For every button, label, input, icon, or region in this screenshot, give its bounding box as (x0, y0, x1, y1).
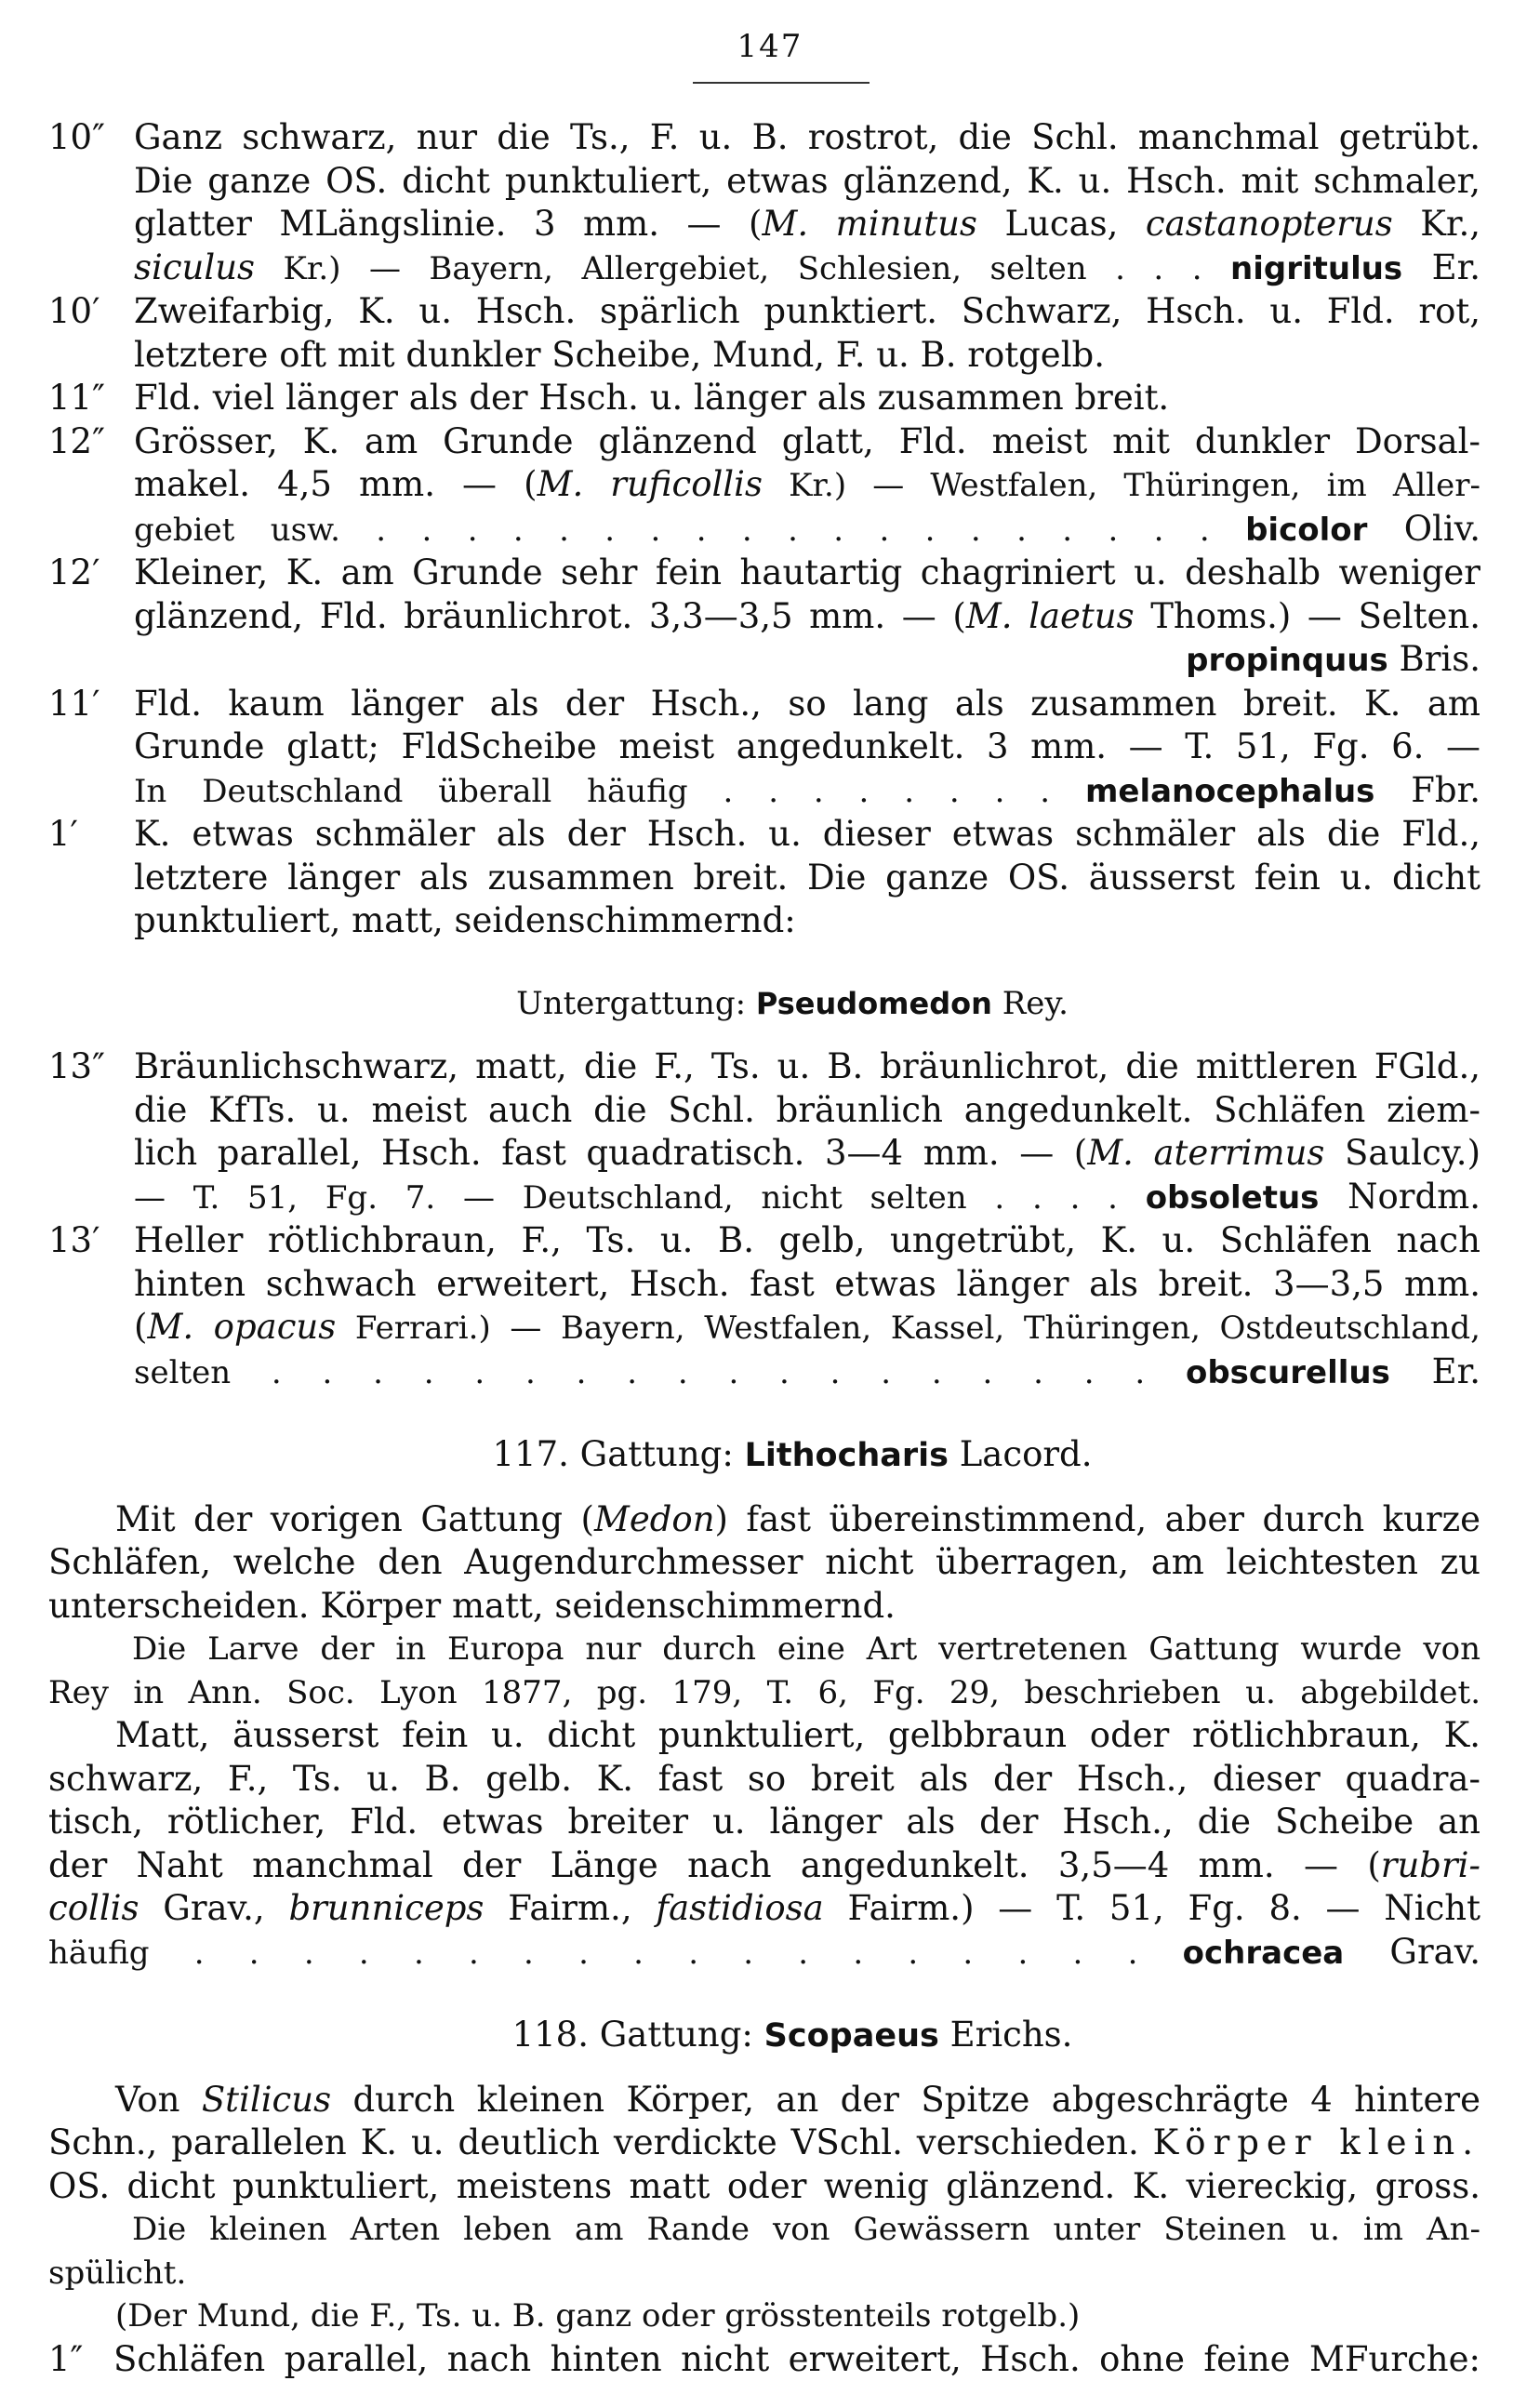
species-name: obscurellus (1186, 1354, 1390, 1391)
subgenus-heading: Untergattung: Pseudomedon Rey. (48, 982, 1480, 1026)
text-line: punktuliert, matt, seidenschimmernd: (134, 899, 1480, 943)
species-name: propinquus (1186, 642, 1388, 679)
text-line: siculus Kr.) — Bayern, Allergebiet, Schlesien, selten . . . nigritulus Er. (134, 246, 1480, 291)
text-line: makel. 4,5 mm. — (M. ruficollis Kr.) — Westfalen, Thüringen, im Aller- (134, 463, 1480, 508)
text-line: Ganz schwarz, nur die Ts., F. u. B. rostrot, die Schl. manchmal getrübt. (134, 116, 1480, 160)
couplet-key: 10′ (48, 290, 134, 377)
text-line: Bräunlichschwarz, matt, die F., Ts. u. B. bräunlichrot, die mittleren FGld., (134, 1045, 1480, 1089)
text-line: häufig . . . . . . . . . . . . . . . . . . ochracea Grav. (48, 1931, 1480, 1975)
genus-117-description (48, 1498, 1480, 1975)
text-line: letztere länger als zusammen breit. Die ganze OS. äusserst fein u. dicht (134, 857, 1480, 900)
key-couplet-1a (48, 2338, 1480, 2381)
text-line: Schläfen parallel, nach hinten nicht erweitert, Hsch. ohne feine MFurche: (113, 2338, 1480, 2381)
header-rule (693, 82, 870, 84)
text-line: Schn., parallelen K. u. deutlich verdickte VSchl. verschieden. Körper klein. (48, 2122, 1480, 2165)
key-couplet-1b (48, 813, 1480, 943)
species-name: ochracea (1183, 1935, 1345, 1972)
species-name: nigritulus (1230, 250, 1402, 287)
text-line: Kleiner, K. am Grunde sehr fein hautartig chagriniert u. deshalb weniger (134, 552, 1480, 595)
species-name: melanocephalus (1085, 773, 1374, 810)
text-line: collis Grav., brunniceps Fairm., fastidiosa Fairm.) — T. 51, Fg. 8. — Nicht (48, 1887, 1480, 1931)
couplet-key: 10″ (48, 116, 134, 290)
couplet-key: 13′ (48, 1219, 134, 1394)
text-line: tisch, rötlicher, Fld. etwas breiter u. länger als der Hsch., die Scheibe an (48, 1801, 1480, 1844)
text-line: Zweifarbig, K. u. Hsch. spärlich punktiert. Schwarz, Hsch. u. Fld. rot, (134, 290, 1480, 334)
text-line: lich parallel, Hsch. fast quadratisch. 3—4 mm. — (M. aterrimus Saulcy.) (134, 1132, 1480, 1176)
text-line: glatter MLängslinie. 3 mm. — (M. minutus Lucas, castanopterus Kr., (134, 203, 1480, 246)
text-line: gebiet usw. . . . . . . . . . . . . . . . . . . . bicolor Oliv. (134, 508, 1480, 552)
text-line: Heller rötlichbraun, F., Ts. u. B. gelb, ungetrübt, K. u. Schläfen nach (134, 1219, 1480, 1263)
page-number: 147 (0, 28, 1540, 65)
text-line: OS. dicht punktuliert, meistens matt oder wenig glänzend. K. viereckig, gross. (48, 2165, 1480, 2209)
text-line: selten . . . . . . . . . . . . . . . . . . obscurellus Er. (134, 1350, 1480, 1395)
key-couplet-12a (48, 420, 1480, 552)
text-line: Grunde glatt; FldScheibe meist angedunkelt. 3 mm. — T. 51, Fg. 6. — (134, 725, 1480, 769)
couplet-key: 1″ (48, 2338, 113, 2381)
text-line: Die kleinen Arten leben am Rande von Gewässern unter Steinen u. im An- (48, 2208, 1480, 2252)
genus-heading-118: 118. Gattung: Scopaeus Erichs. (48, 2014, 1480, 2058)
text-line: hinten schwach erweitert, Hsch. fast etwas länger als breit. 3—3,5 mm. (134, 1263, 1480, 1307)
text-line: (Der Mund, die F., Ts. u. B. ganz oder grösstenteils rotgelb.) (48, 2295, 1480, 2338)
key-couplet-11a (48, 377, 1480, 420)
text-line: letztere oft mit dunkler Scheibe, Mund, F. u. B. rotgelb. (134, 334, 1480, 378)
couplet-key: 11′ (48, 683, 134, 814)
text-line: Mit der vorigen Gattung (Medon) fast übereinstimmend, aber durch kurze (48, 1498, 1480, 1542)
text-line: In Deutschland überall häufig . . . . . . . . melanocephalus Fbr. (134, 769, 1480, 814)
text-line: Die Larve der in Europa nur durch eine Art vertretenen Gattung wurde von (48, 1628, 1480, 1671)
text-line: der Naht manchmal der Länge nach angedunkelt. 3,5—4 mm. — (rubri- (48, 1844, 1480, 1888)
genus-heading-117: 117. Gattung: Lithocharis Lacord. (48, 1433, 1480, 1478)
key-couplet-13a (48, 1045, 1480, 1219)
text-line: propinquus Bris. (134, 638, 1480, 683)
text-line: — T. 51, Fg. 7. — Deutschland, nicht selten . . . . obsoletus Nordm. (134, 1176, 1480, 1220)
text-line: Schläfen, welche den Augendurchmesser nicht überragen, am leichtesten zu (48, 1541, 1480, 1585)
text-line: K. etwas schmäler als der Hsch. u. dieser etwas schmäler als die Fld., (134, 813, 1480, 857)
text-line: Matt, äusserst fein u. dicht punktuliert, gelbbraun oder rötlichbraun, K. (48, 1714, 1480, 1758)
genus-118-description (48, 2079, 1480, 2381)
text-line: Grösser, K. am Grunde glänzend glatt, Fld. meist mit dunkler Dorsal- (134, 420, 1480, 464)
text-line: (M. opacus Ferrari.) — Bayern, Westfalen, Kassel, Thüringen, Ostdeutschland, (134, 1306, 1480, 1350)
key-couplet-12b (48, 552, 1480, 683)
text-line: Rey in Ann. Soc. Lyon 1877, pg. 179, T. 6, Fg. 29, beschrieben u. abgebildet. (48, 1671, 1480, 1715)
text-line: schwarz, F., Ts. u. B. gelb. K. fast so breit als der Hsch., dieser quadra- (48, 1758, 1480, 1802)
couplet-key: 13″ (48, 1045, 134, 1219)
text-line: Fld. viel länger als der Hsch. u. länger als zusammen breit. (134, 377, 1480, 420)
couplet-key: 11″ (48, 377, 134, 420)
text-line: die KfTs. u. meist auch die Schl. bräunlich angedunkelt. Schläfen ziem- (134, 1089, 1480, 1133)
key-couplet-10b (48, 290, 1480, 377)
text-line: glänzend, Fld. bräunlichrot. 3,3—3,5 mm. — (M. laetus Thoms.) — Selten. (134, 595, 1480, 639)
species-name: bicolor (1245, 512, 1367, 549)
couplet-key: 12″ (48, 420, 134, 552)
text-line: spülicht. (48, 2252, 1480, 2295)
species-name: obsoletus (1146, 1179, 1320, 1217)
key-couplet-10a (48, 116, 1480, 290)
couplet-key: 12′ (48, 552, 134, 683)
text-line: unterscheiden. Körper matt, seidenschimmernd. (48, 1585, 1480, 1629)
key-couplet-11b (48, 683, 1480, 814)
page-body (48, 116, 1480, 2381)
key-couplet-13b (48, 1219, 1480, 1394)
text-line: Die ganze OS. dicht punktuliert, etwas glänzend, K. u. Hsch. mit schmaler, (134, 160, 1480, 204)
text-line: Fld. kaum länger als der Hsch., so lang als zusammen breit. K. am (134, 683, 1480, 726)
text-line: Von Stilicus durch kleinen Körper, an der Spitze abgeschrägte 4 hintere (48, 2079, 1480, 2122)
couplet-key: 1′ (48, 813, 134, 943)
